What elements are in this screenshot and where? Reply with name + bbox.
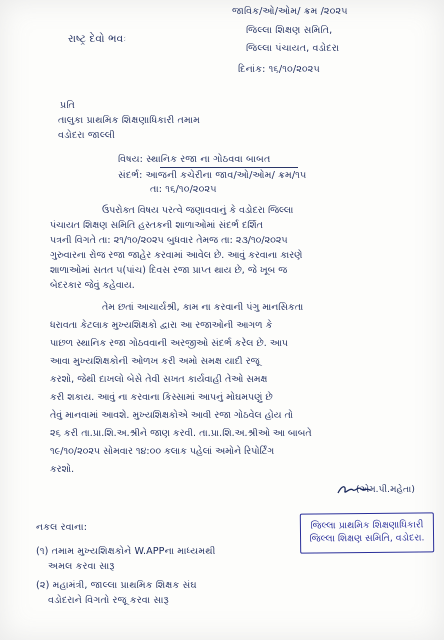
letter-date: દિનાંક: ૧૬/૧૦/૨૦૨૫ bbox=[238, 64, 320, 75]
copy-to-item-2-cont: વડોદરાને વિગતો રજૂ કરવા સારૂ bbox=[48, 595, 169, 606]
stamp-line-2: જિલ્લા શિક્ષણ સમિતિ, વડોદરા. bbox=[309, 532, 425, 545]
motto: રાષ્ટ્ર દેવો ભવઃ bbox=[68, 33, 127, 45]
stamp-line-1: જિલ્લા પ્રાથમિક શિક્ષણાધિકારી bbox=[310, 519, 424, 532]
reference-line: સંદર્ભ: આજની કચેરીના જાવ/ઓ/ઓમ/ ક્રમ/૧૫ bbox=[118, 170, 307, 181]
body-line: કરશો. bbox=[50, 464, 75, 475]
subject-underline bbox=[160, 167, 298, 168]
body-line: પત્રની વિગતે તા: ૨૧/૧૦/૨૦૨૫ બુધવાર તેમજ તા: ૨૩/૧૦/૨૦૨૫ bbox=[50, 235, 288, 246]
reference-date: તા: ૧૬/૧૦/૨૦૨૫ bbox=[150, 184, 217, 195]
body-line: ઉપરોક્ત વિષય પરત્વે જણાવવાનું કે વડોદરા જિલ્લા bbox=[102, 205, 294, 216]
body-line: તેમ છતાં આચાર્યશ્રી, કામ ના કરવાની પંગુ માનસિકતા bbox=[102, 302, 304, 313]
body-line: ધરાવતા કેટલાક મુખ્યશિક્ષકો દ્વારા આ રજાઓની આગળ કે bbox=[50, 320, 273, 331]
body-line: પાછળ સ્થાનિક રજા ગોઠવવાની અરજીઓ સંદર્ભ કરેલ છે. આપ bbox=[50, 338, 288, 349]
body-line: શાળાઓમાં સતત ૫(પાંચ) દિવસ રજા પ્રાપ્ત થાય છે, જે ખૂબ જ bbox=[50, 265, 288, 276]
body-line: ૧૯/૧૦/૨૦૨૫ સોમવાર ૧૪:૦૦ કલાક પહેલાં અમોને રિપોર્ટિંગ bbox=[50, 446, 275, 457]
office-stamp bbox=[300, 512, 434, 553]
copy-to-item-2: (૨) મહામંત્રી, જાલ્લા પ્રાથમિક શિક્ષક સંઘ bbox=[36, 580, 197, 591]
copy-to-heading: નકલ રવાના: bbox=[36, 522, 88, 533]
copy-to-item-1: (૧) તમામ મુખ્યશિક્ષકોને W.APPના માધ્યમથી bbox=[36, 546, 216, 557]
recipient-line-2: વડોદરા જાલ્લી bbox=[58, 130, 116, 141]
copy-to-item-1-cont: અમલ કરવા સારૂ bbox=[48, 561, 115, 572]
office-line-2: જિલ્લા પંચાયત, વડોદરા bbox=[246, 43, 340, 54]
body-line: ૨૬ કરી તા.પ્રા.શિ.અ.શ્રીને જાણ કરવી. તા.પ્રા.શિ.અ.શ્રીઓ આ બાબતે bbox=[50, 428, 312, 439]
recipient-line-1: તાલુકા પ્રાથમિક શિક્ષણાધિકારી તમામ bbox=[58, 115, 201, 126]
subject-line: વિષય: સ્થાનિક રજા ના ગોઠવવા બાબત bbox=[118, 154, 271, 165]
reference-number: જાવિક/ઓ/ઓમ/ ક્રમ /૨૦૨૫ bbox=[232, 6, 348, 17]
body-line: કરી શકાય. આવું ના કરવાના કિસ્સામાં આપનું મોઘમપણું છે bbox=[50, 392, 273, 403]
body-line: આવા મુખ્યશિક્ષકોની ઓળખ કરી અમો સમક્ષ યાદી રજૂ bbox=[50, 356, 260, 367]
body-line: બેદરકાર જેવું કહેવાય. bbox=[50, 280, 135, 291]
body-line: પંચાયત શિક્ષણ સમિતિ હસ્તકની શાળાઓમાં સંદર્ભ દર્શિત bbox=[50, 220, 263, 231]
body-line: તેવું માનવામાં આવશે. મુખ્યશિક્ષકોએ આવી રજા ગોઠવેલ હોય તો bbox=[50, 410, 294, 421]
body-line: કરશો, જેથી દાખલો બેસે તેવી સખત કાર્યવાહી તેઓ સમક્ષ bbox=[50, 374, 268, 385]
recipient-prati: પ્રતિ bbox=[60, 100, 75, 111]
office-line-1: જિલ્લા શિક્ષણ સમિતિ, bbox=[246, 25, 333, 36]
signatory-name: (એમ.પી.મહેતા) bbox=[356, 485, 415, 495]
body-line: ગુરુવારના રોજ રજા જાહેર કરવામાં આવેલ છે. આવું કરવાના કારણે bbox=[50, 250, 303, 261]
